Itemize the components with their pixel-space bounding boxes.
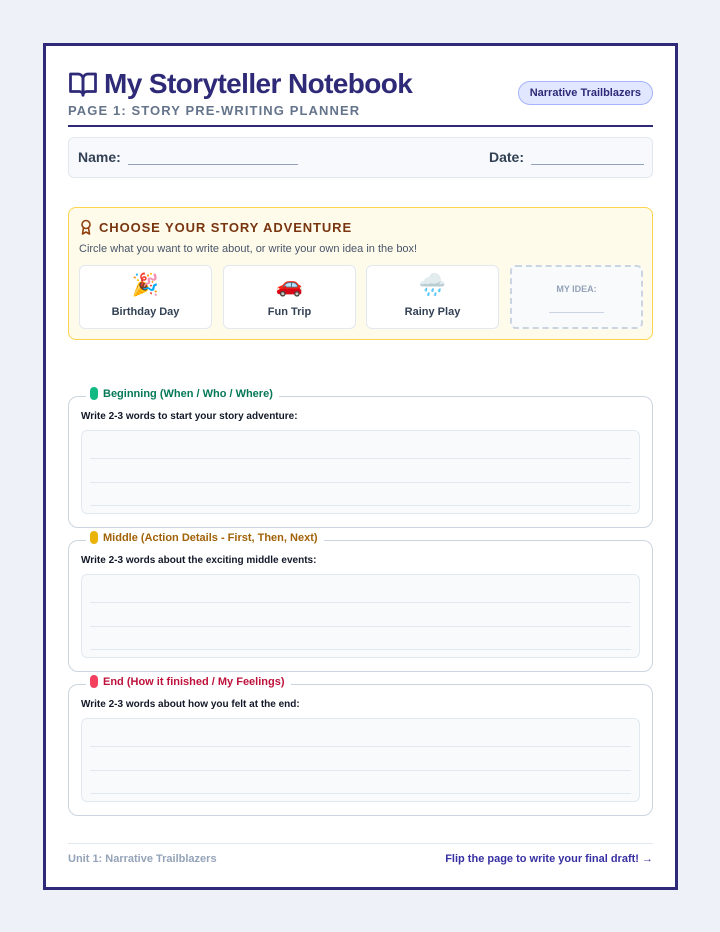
writing-line <box>90 626 631 627</box>
footer-divider <box>68 843 653 844</box>
option-fun-trip[interactable] <box>223 265 356 329</box>
car-icon: 🚗 <box>275 272 304 297</box>
footer-next-step: Flip the page to write your final draft! → <box>445 853 653 865</box>
date-label: Date: <box>489 149 525 165</box>
my-idea-box[interactable] <box>510 265 643 329</box>
section-title: Beginning (When / Who / Where) <box>103 387 273 400</box>
section-middle <box>68 531 653 672</box>
writing-line <box>90 793 631 794</box>
option-label: Birthday Day <box>111 306 180 318</box>
my-idea-line <box>549 312 604 313</box>
party-icon: 🎉 <box>131 272 160 297</box>
notebook-page <box>43 43 678 890</box>
footer-unit: Unit 1: Narrative Trailblazers <box>68 853 217 865</box>
option-label: Rainy Play <box>404 306 461 318</box>
writing-area-middle[interactable] <box>81 574 640 658</box>
section-legend <box>86 675 291 688</box>
unit-badge: Narrative Trailblazers <box>518 81 653 105</box>
adventure-header <box>79 219 352 235</box>
adventure-box <box>68 207 653 340</box>
award-icon <box>79 219 93 235</box>
writing-line <box>90 602 631 603</box>
section-instruction: Write 2-3 words about how you felt at the end: <box>81 699 300 710</box>
adventure-title: CHOOSE YOUR STORY ADVENTURE <box>99 219 353 235</box>
section-beginning <box>68 387 653 528</box>
section-end <box>68 675 653 816</box>
writing-line <box>90 458 631 459</box>
writing-line <box>90 746 631 747</box>
title-row <box>68 68 412 100</box>
name-field[interactable] <box>128 164 298 165</box>
section-title: Middle (Action Details - First, Then, Next) <box>103 531 318 544</box>
section-instruction: Write 2-3 words about the exciting middle events: <box>81 555 317 566</box>
option-birthday-day[interactable] <box>79 265 212 329</box>
date-field[interactable] <box>531 164 644 165</box>
section-title: End (How it finished / My Feelings) <box>103 675 285 688</box>
section-instruction: Write 2-3 words to start your story adventure: <box>81 411 298 422</box>
page-subtitle: PAGE 1: STORY PRE-WRITING PLANNER <box>68 103 361 118</box>
writing-line <box>90 770 631 771</box>
book-open-icon <box>68 69 98 99</box>
writing-area-end[interactable] <box>81 718 640 802</box>
header-divider <box>68 125 653 127</box>
option-label: Fun Trip <box>267 306 312 318</box>
name-label: Name: <box>78 149 121 165</box>
writing-line <box>90 482 631 483</box>
rain-cloud-icon: 🌧️ <box>418 272 447 297</box>
my-idea-label: MY IDEA: <box>556 284 597 294</box>
adventure-instruction: Circle what you want to write about, or write your own idea in the box! <box>79 243 418 255</box>
writing-area-beginning[interactable] <box>81 430 640 514</box>
option-rainy-play[interactable] <box>366 265 499 329</box>
section-marker <box>90 531 98 544</box>
writing-line <box>90 649 631 650</box>
writing-line <box>90 505 631 506</box>
section-legend <box>86 387 279 400</box>
section-marker <box>90 387 98 400</box>
section-marker <box>90 675 98 688</box>
name-date-box <box>68 137 653 178</box>
page-title: My Storyteller Notebook <box>104 68 413 99</box>
section-legend <box>86 531 324 544</box>
